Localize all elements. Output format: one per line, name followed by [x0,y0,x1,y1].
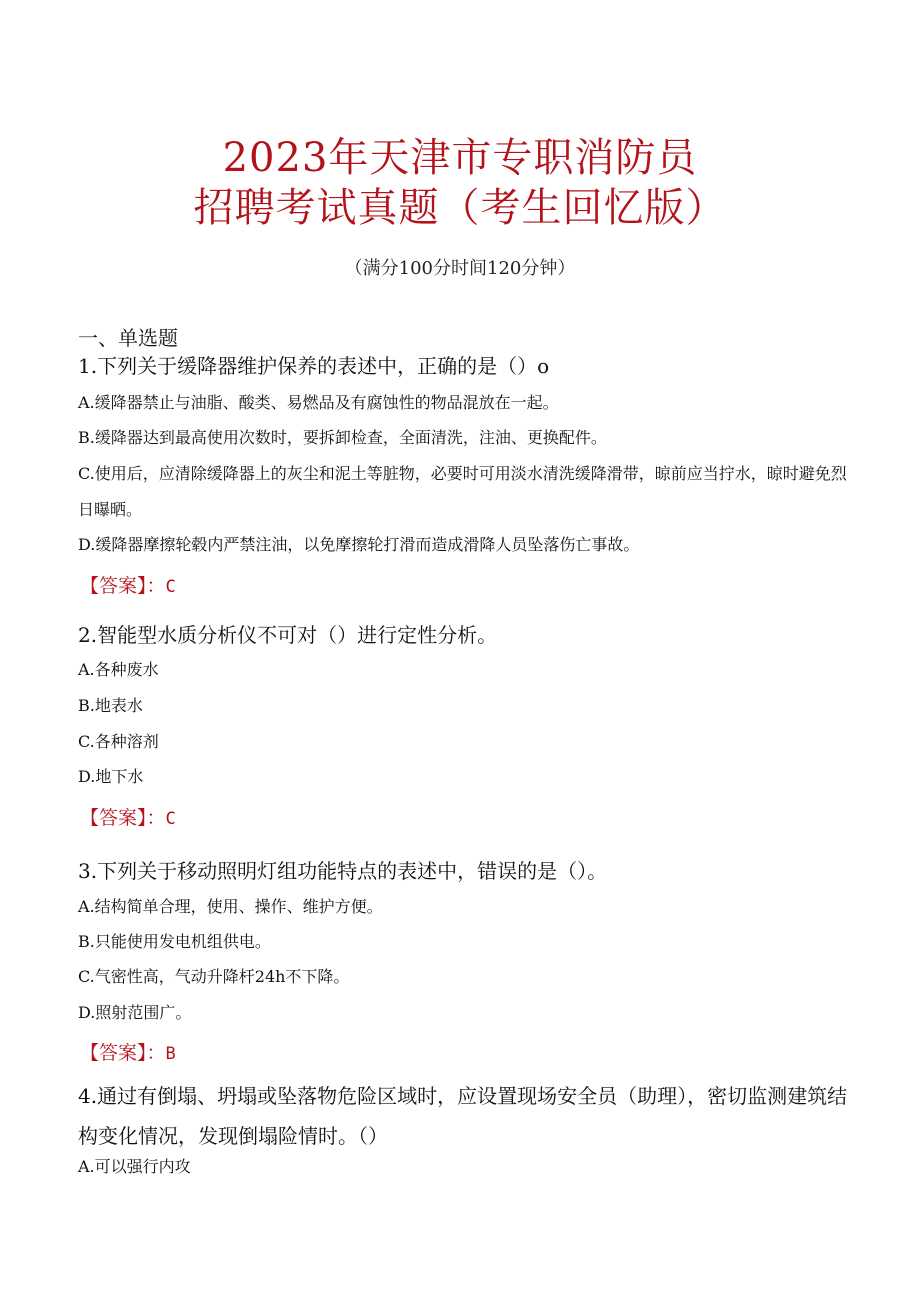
section-heading: 一、单选题 [78,326,178,350]
question-1-option-d: D.缓降器摩擦轮毂内严禁注油，以免摩擦轮打滑而造成滑降人员坠落伤亡事故。 [78,535,640,554]
exam-title-line2: 招聘考试真题（考生回忆版） [193,185,727,231]
answer-value: C [165,577,176,597]
answer-label: 【答案】： [80,1042,166,1064]
answer-value: B [165,1044,176,1064]
question-2-option-d: D.地下水 [78,767,144,786]
answer-label: 【答案】： [80,807,166,829]
question-3-option-a: A.结构简单合理，使用、操作、维护方便。 [78,897,383,916]
exam-title-line1: 2023年天津市专职消防员 [222,135,698,181]
question-2-option-c: C.各种溶剂 [78,732,159,751]
answer-label: 【答案】： [80,575,166,597]
question-4-stem: 4.通过有倒塌、坍塌或坠落物危险区域时，应设置现场安全员（助理），密切监测建筑结构变化情况，发现倒塌险情时。（） [78,1084,848,1148]
question-3-answer [80,1039,176,1068]
question-2-stem: 2.智能型水质分析仪不可对（）进行定性分析。 [78,623,498,647]
question-3-option-c: C.气密性高，气动升降杆24h不下降。 [78,967,350,986]
question-1-option-b: B.缓降器达到最高使用次数时，要拆卸检查，全面清洗，注油、更换配件。 [78,428,607,447]
question-4-option-a: A.可以强行内攻 [78,1157,191,1176]
question-2-answer [80,804,176,833]
question-3-option-d: D.照射范围广。 [78,1003,192,1022]
question-1-option-c: C.使用后，应清除缓降器上的灰尘和泥土等脏物，必要时可用淡水清洗缓降滑带，晾前应当拧水，晾时避免烈日曝晒。 [78,464,847,519]
question-1-answer [80,572,176,601]
question-2-option-b: B.地表水 [78,696,143,715]
exam-subtitle: （满分100分时间120分钟） [344,258,576,279]
question-3-option-b: B.只能使用发电机组供电。 [78,932,271,951]
question-2-option-a: A.各种废水 [78,660,159,679]
question-1-stem: 1.下列关于缓降器维护保养的表述中，正确的是（）o [78,354,550,378]
answer-value: C [165,809,176,829]
question-3-stem: 3.下列关于移动照明灯组功能特点的表述中，错误的是（）。 [78,859,608,883]
question-1-option-a: A.缓降器禁止与油脂、酸类、易燃品及有腐蚀性的物品混放在一起。 [78,393,559,412]
